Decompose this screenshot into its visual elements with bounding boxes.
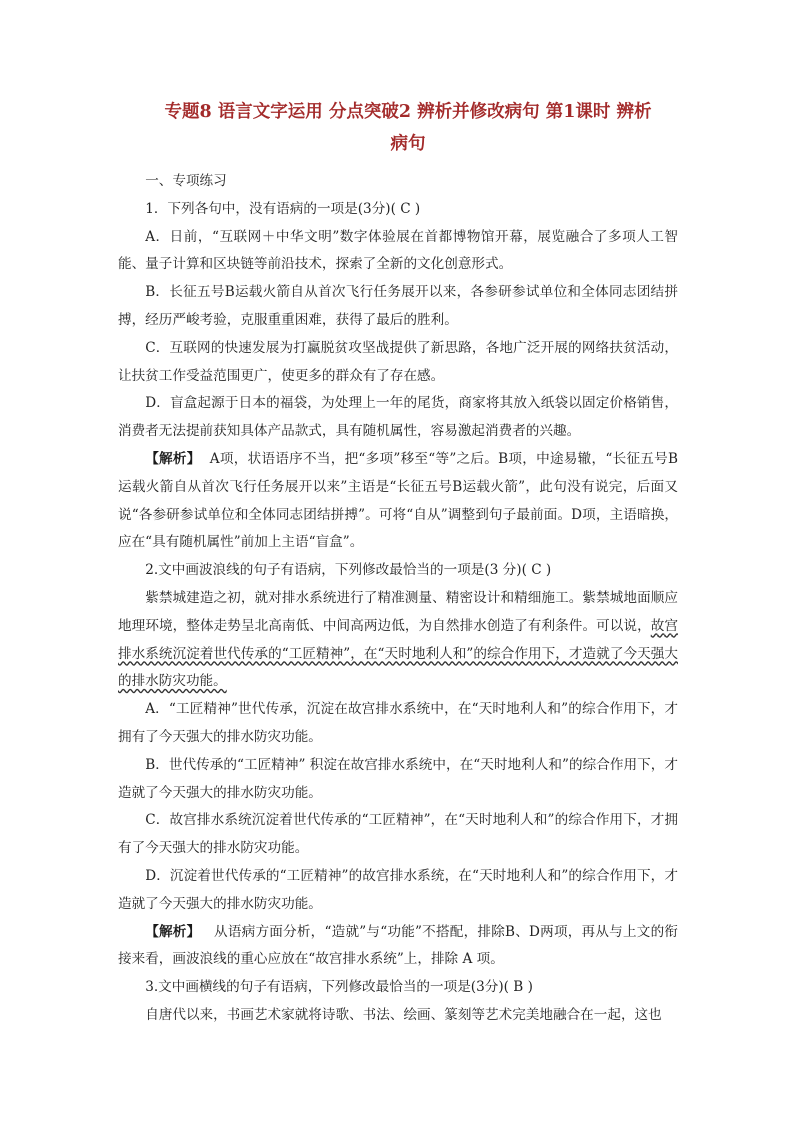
q1-option-a: A．日前，“互联网＋中华文明”数字体验展在首都博物馆开幕，展览融合了多项人工智能、量子计算和区块链等前沿技术，探索了全新的文化创意形式。 [118,228,678,273]
document-body [118,168,678,1030]
q2-analysis [118,919,678,975]
q2-passage [118,585,678,696]
q2-option-d: D．沉淀着世代传承的“工匠精神”的故宫排水系统，在“天时地利人和”的综合作用下，才造就了今天强大的排水防灾功能。 [118,867,678,912]
q3-passage: 自唐代以来，书画艺术家就将诗歌、书法、绘画、篆刻等艺术完美地融合在一起，这也 [145,1006,662,1023]
document-title: 专题8 语言文字运用 分点突破2 辨析并修改病句 第1课时 辨析病句 [164,102,652,154]
q3-stem: 3.文中画横线的句子有语病，下列修改最恰当的一项是(3分)( B ) [145,979,533,996]
q1-analysis [118,446,678,557]
q2-option-c: C．故宫排水系统沉淀着世代传承的“工匠精神”，在“天时地利人和”的综合作用下，才拥有了今天强大的排水防灾功能。 [118,812,678,857]
q1-analysis-tag: 【解析】 [145,450,201,467]
q1-option-b: B．长征五号B运载火箭自从首次飞行任务展开以来，各参研参试单位和全体同志团结拼搏，经历严峻考验，克服重重困难，获得了最后的胜利。 [118,284,678,328]
q2-analysis-tag: 【解析】 [145,923,201,940]
q2-stem: 2.文中画波浪线的句子有语病，下列修改最恰当的一项是(3 分)( C ) [145,562,552,579]
section-heading: 一、专项练习 [145,173,227,189]
q2-option-b: B．世代传承的“工匠精神” 积淀在故宫排水系统中，在“天时地利人和”的综合作用下，才造就了今天强大的排水防灾功能。 [118,756,678,801]
q2-analysis-text: 从语病方面分析，“造就”与“功能”不搭配，排除B、D两项，再从与上文的衔接来看，画波浪线的重心应放在“故宫排水系统”上，排除 A 项。 [118,923,678,968]
q2-option-a: A．“工匠精神”世代传承，沉淀在故宫排水系统中，在“天时地利人和”的综合作用下，才拥有了今天强大的排水防灾功能。 [118,701,678,745]
q1-stem: 1．下列各句中，没有语病的一项是(3分)( C ) [145,200,421,217]
q2-passage-plain: 紫禁城建造之初，就对排水系统进行了精准测量、精密设计和精细施工。紫禁城地面顺应地理环境，整体走势呈北高南低、中间高两边低，为自然排水创造了有利条件。可以说， [118,589,678,634]
q1-analysis-text: A项，状语语序不当，把“多项”移至“等”之后。B项，中途易辙，“长征五号B运载火箭自从首次飞行任务展开以来”主语是“长征五号B运载火箭”，此句没有说完，后面又说“各参研参试单位和全体同志团结拼搏”。可将“自从”调整到句子最前面。D项，主语暗换，应在“具有随机属性”前加上主语“盲盒”。 [118,450,678,551]
q2-passage-wavy: 故宫排水系统沉淀着世代传承的“工匠精神”，在“天时地利人和”的综合作用下，才造就了今天强大的排水防灾功能。 [118,617,679,690]
q1-option-d: D．盲盒起源于日本的福袋，为处理上一年的尾货，商家将其放入纸袋以固定价格销售，消费者无法提前获知具体产品款式，具有随机属性，容易激起消费者的兴趣。 [118,395,678,440]
q1-option-c: C．互联网的快速发展为打赢脱贫攻坚战提供了新思路，各地广泛开展的网络扶贫活动，让扶贫工作受益范围更广，使更多的群众有了存在感。 [118,339,678,384]
